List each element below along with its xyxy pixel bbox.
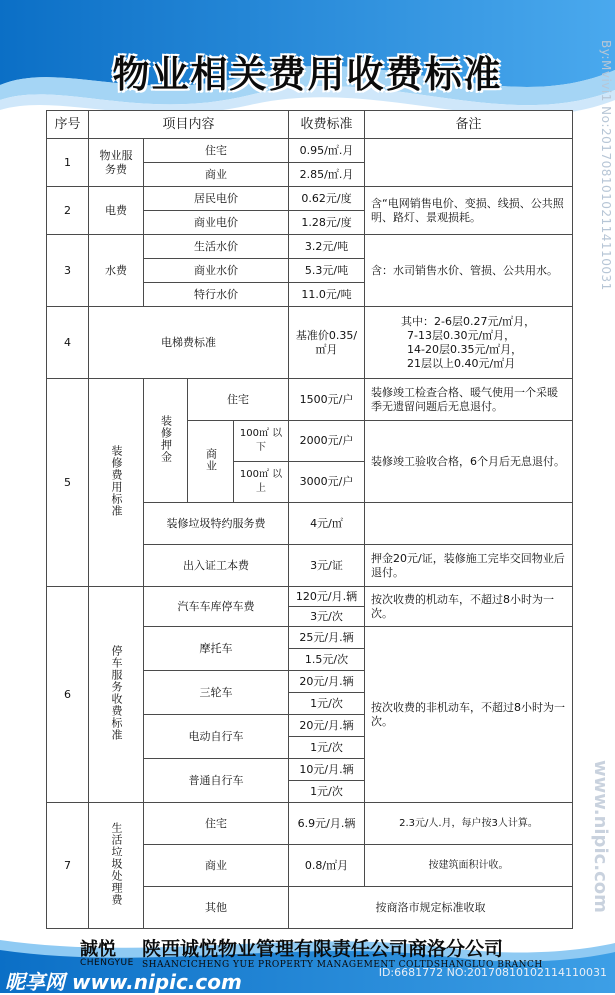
fee-value: 1500元/户 [289, 379, 365, 421]
item-label: 出入证工本费 [144, 545, 289, 587]
note-cell: 装修竣工验收合格，6个月后无息退付。 [365, 421, 573, 503]
item-label: 住宅 [144, 139, 289, 163]
note-cell: 2.3元/人.月，每户按3人计算。 [365, 803, 573, 845]
header-note: 备注 [365, 111, 573, 139]
note-cell: 按建筑面积计收。 [365, 845, 573, 887]
fee-value: 1元/次 [289, 781, 365, 803]
row-number: 1 [47, 139, 89, 187]
note-line: 21层以上0.40元/㎡月 [407, 356, 516, 370]
company-logo: 誠悦 [80, 939, 116, 960]
category-label: 生活垃圾处理费 [89, 803, 144, 929]
note-cell: 按商洛市规定标准收取 [289, 887, 573, 929]
row-number: 3 [47, 235, 89, 307]
fee-value: 10元/月.辆 [289, 759, 365, 781]
item-label: 居民电价 [144, 187, 289, 211]
note-cell: 按次收费的机动车，不超过8小时为一次。 [365, 587, 573, 627]
note-cell: 装修竣工检查合格、暖气使用一个采暖季无遗留问题后无息退付。 [365, 379, 573, 421]
item-label: 其他 [144, 887, 289, 929]
note-cell: 押金20元/证，装修施工完毕交回物业后退付。 [365, 545, 573, 587]
deposit-label: 装修押金 [144, 379, 188, 503]
fee-value: 120元/月.辆 [289, 587, 365, 607]
item-label: 普通自行车 [144, 759, 289, 803]
table-row [47, 187, 573, 211]
fee-value: 0.95/㎡.月 [289, 139, 365, 163]
item-label: 商业水价 [144, 259, 289, 283]
fee-value: 3000元/户 [289, 462, 365, 503]
fee-value: 20元/月.辆 [289, 671, 365, 693]
image-id-watermark: ID:6681772 NO:20170810102114110031 [378, 966, 607, 979]
note-line: 其中：2-6层0.27元/㎡月， [401, 314, 536, 328]
item-label: 特行水价 [144, 283, 289, 307]
header-item: 项目内容 [89, 111, 289, 139]
table-row [47, 235, 573, 259]
note-cell [365, 307, 573, 379]
item-label: 住宅 [144, 803, 289, 845]
fee-value: 1.5元/次 [289, 649, 365, 671]
item-label: 电动自行车 [144, 715, 289, 759]
item-label: 商业电价 [144, 211, 289, 235]
fee-value: 5.3元/吨 [289, 259, 365, 283]
note-cell [365, 139, 573, 187]
fee-value: 3元/证 [289, 545, 365, 587]
category-label: 水费 [89, 235, 144, 307]
item-label: 装修垃圾特约服务费 [144, 503, 289, 545]
item-label: 住宅 [188, 379, 289, 421]
header-no: 序号 [47, 111, 89, 139]
fee-value: 2.85/㎡.月 [289, 163, 365, 187]
item-label: 电梯费标准 [89, 307, 289, 379]
fee-value: 20元/月.辆 [289, 715, 365, 737]
category-label: 电费 [89, 187, 144, 235]
fee-value: 0.62元/度 [289, 187, 365, 211]
row-number: 4 [47, 307, 89, 379]
company-name: 陕西诚悦物业管理有限责任公司商洛分公司 [142, 938, 504, 960]
table-row [47, 139, 573, 163]
item-label: 生活水价 [144, 235, 289, 259]
note-cell: 按次收费的非机动车，不超过8小时为一次。 [365, 627, 573, 803]
note-cell [365, 503, 573, 545]
fee-value: 3元/次 [289, 607, 365, 627]
table-header-row [47, 111, 573, 139]
site-watermark: www.nipic.com [590, 760, 611, 913]
note-line: 7-13层0.30元/㎡月， [407, 328, 516, 342]
category-label: 物业服务费 [89, 139, 144, 187]
company-logo-en: CHENGYUE [80, 958, 134, 968]
note-line: 14-20层0.35元/㎡月， [407, 342, 523, 356]
company-name-en: SHAANCICHENG YUE PROPERTY MANAGEMENT COLTDSHANGLUO BRANCH [142, 960, 543, 970]
fee-value: 2000元/户 [289, 421, 365, 462]
fee-value: 11.0元/吨 [289, 283, 365, 307]
fee-value: 4元/㎡ [289, 503, 365, 545]
item-label: 100㎡ 以上 [234, 462, 289, 503]
fee-value: 6.9元/月.辆 [289, 803, 365, 845]
item-label: 商业 [144, 163, 289, 187]
table-row [47, 803, 573, 845]
table-row [47, 379, 573, 421]
fee-value: 25元/月.辆 [289, 627, 365, 649]
row-number: 7 [47, 803, 89, 929]
item-label: 汽车车库停车费 [144, 587, 289, 627]
site-logo: 昵享网 www.nipic.com [5, 970, 242, 994]
note-cell: 含“电网销售电价、变损、线损、公共照明、路灯、景观损耗。 [365, 187, 573, 235]
fee-value: 1.28元/度 [289, 211, 365, 235]
fee-standard-table [46, 110, 573, 929]
note-cell: 含：水司销售水价、管损、公共用水。 [365, 235, 573, 307]
row-number: 6 [47, 587, 89, 803]
page-title: 物业相关费用收费标准 [112, 53, 503, 96]
item-label: 三轮车 [144, 671, 289, 715]
table-row [47, 307, 573, 379]
sub-category-label: 商业 [188, 421, 234, 503]
category-label: 装修费用标准 [89, 379, 144, 587]
category-label: 停车服务收费标准 [89, 587, 144, 803]
side-watermark: By:Mvivi1 No:20170810102114110031 [599, 40, 613, 291]
fee-value: 基准价0.35/㎡月 [289, 307, 365, 379]
table-row [47, 587, 573, 607]
fee-value: 1元/次 [289, 693, 365, 715]
item-label: 商业 [144, 845, 289, 887]
header-fee: 收费标准 [289, 111, 365, 139]
row-number: 2 [47, 187, 89, 235]
fee-value: 0.8/㎡月 [289, 845, 365, 887]
item-label: 摩托车 [144, 627, 289, 671]
fee-value: 1元/次 [289, 737, 365, 759]
item-label: 100㎡ 以下 [234, 421, 289, 462]
fee-value: 3.2元/吨 [289, 235, 365, 259]
row-number: 5 [47, 379, 89, 587]
